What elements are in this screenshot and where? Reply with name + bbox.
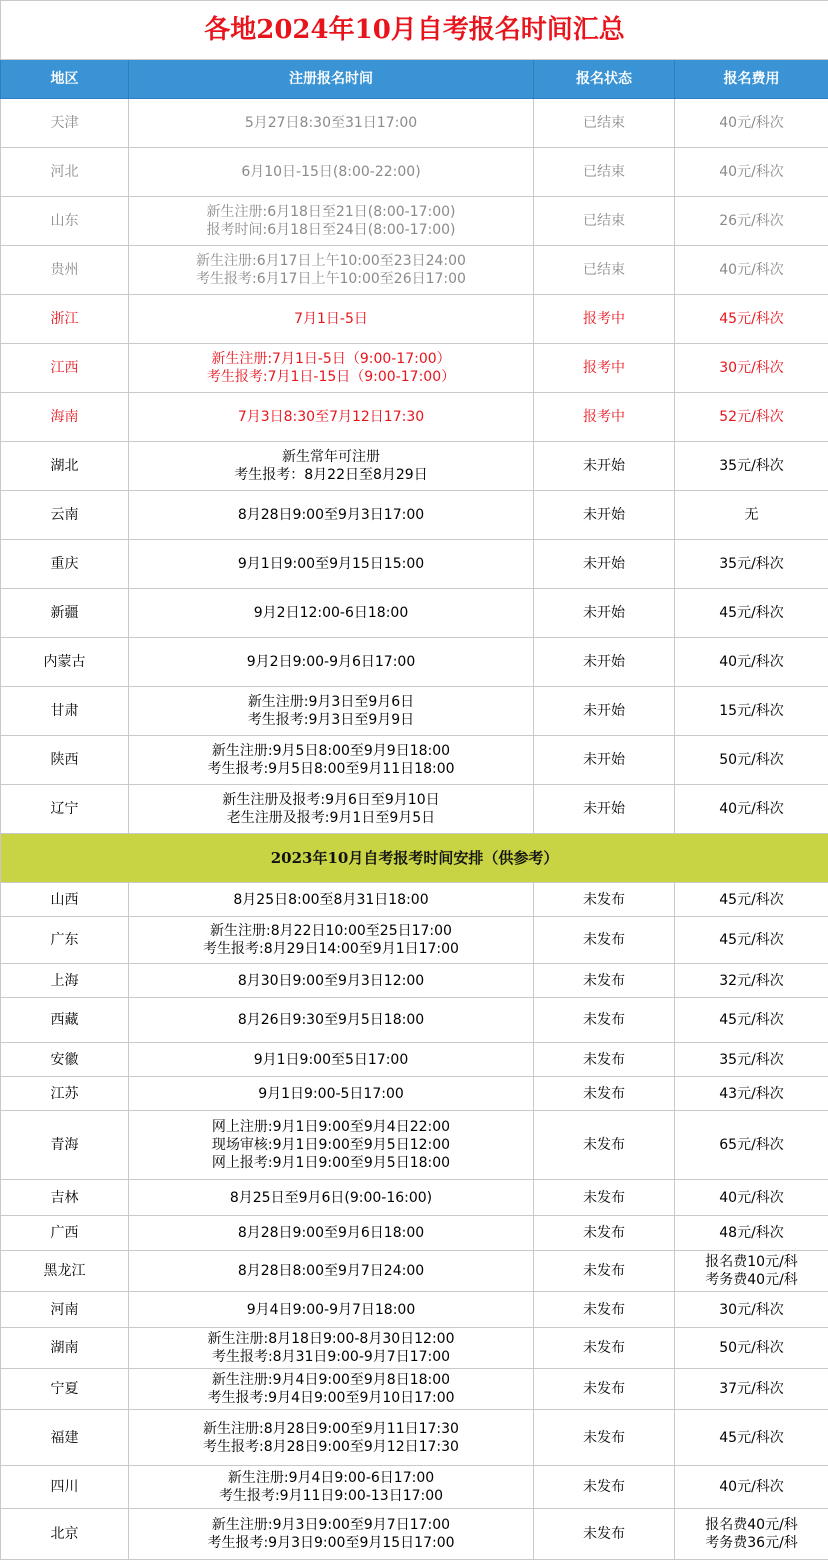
table-row [1, 1328, 828, 1369]
cell-fee: 40元/科次 [675, 99, 828, 148]
cell-status: 未开始 [534, 638, 675, 687]
cell-region: 新疆 [1, 589, 129, 638]
cell-fee: 52元/科次 [675, 393, 828, 442]
cell-time: 8月28日9:00至9月6日18:00 [129, 1216, 534, 1251]
cell-fee: 40元/科次 [675, 246, 828, 295]
cell-fee: 45元/科次 [675, 883, 828, 917]
header-time: 注册报名时间 [129, 60, 534, 99]
table-row [1, 1466, 828, 1509]
cell-status: 未发布 [534, 1466, 675, 1509]
table-row [1, 1292, 828, 1328]
cell-status: 未开始 [534, 540, 675, 589]
cell-time: 新生注册:7月1日-5日（9:00-17:00） 考生报考:7月1日-15日（9:00-17:00） [129, 344, 534, 393]
cell-fee: 40元/科次 [675, 1466, 828, 1509]
cell-status: 未发布 [534, 1509, 675, 1560]
cell-region: 青海 [1, 1111, 129, 1180]
cell-time: 8月28日8:00至9月7日24:00 [129, 1251, 534, 1292]
cell-region: 辽宁 [1, 785, 129, 834]
header-status: 报名状态 [534, 60, 675, 99]
cell-fee: 45元/科次 [675, 1410, 828, 1466]
cell-status: 未发布 [534, 1369, 675, 1410]
table-row [1, 638, 828, 687]
table-row [1, 964, 828, 998]
cell-region: 重庆 [1, 540, 129, 589]
cell-status: 未发布 [534, 1410, 675, 1466]
cell-fee: 37元/科次 [675, 1369, 828, 1410]
cell-time: 9月1日9:00至9月15日15:00 [129, 540, 534, 589]
cell-time: 新生注册:8月22日10:00至25日17:00 考生报考:8月29日14:00至9月1日17:00 [129, 917, 534, 964]
cell-fee: 30元/科次 [675, 344, 828, 393]
cell-region: 江苏 [1, 1077, 129, 1111]
cell-time: 8月28日9:00至9月3日17:00 [129, 491, 534, 540]
table-row [1, 1369, 828, 1410]
table-row [1, 736, 828, 785]
cell-status: 未发布 [534, 1251, 675, 1292]
cell-time: 9月4日9:00-9月7日18:00 [129, 1292, 534, 1328]
header-fee: 报名费用 [675, 60, 828, 99]
cell-time: 新生注册及报考:9月6日至9月10日 老生注册及报考:9月1日至9月5日 [129, 785, 534, 834]
cell-time: 新生注册:6月17日上午10:00至23日24:00 考生报考:6月17日上午10:00至26日17:00 [129, 246, 534, 295]
table-row [1, 589, 828, 638]
cell-time: 8月25日至9月6日(9:00-16:00) [129, 1180, 534, 1216]
cell-region: 西藏 [1, 998, 129, 1043]
cell-region: 安徽 [1, 1043, 129, 1077]
cell-fee: 35元/科次 [675, 540, 828, 589]
table-row [1, 540, 828, 589]
cell-fee: 40元/科次 [675, 148, 828, 197]
cell-time: 8月25日8:00至8月31日18:00 [129, 883, 534, 917]
cell-status: 报考中 [534, 393, 675, 442]
table-row [1, 1111, 828, 1180]
cell-region: 北京 [1, 1509, 129, 1560]
cell-fee: 50元/科次 [675, 1328, 828, 1369]
cell-fee: 40元/科次 [675, 638, 828, 687]
cell-region: 甘肃 [1, 687, 129, 736]
cell-time: 5月27日8:30至31日17:00 [129, 99, 534, 148]
cell-region: 河北 [1, 148, 129, 197]
cell-status: 未发布 [534, 1077, 675, 1111]
cell-fee: 15元/科次 [675, 687, 828, 736]
cell-time: 7月1日-5日 [129, 295, 534, 344]
cell-time: 网上注册:9月1日9:00至9月4日22:00 现场审核:9月1日9:00至9月5日12:00 网上报考:9月1日9:00至9月5日18:00 [129, 1111, 534, 1180]
cell-time: 8月26日9:30至9月5日18:00 [129, 998, 534, 1043]
cell-time: 9月1日9:00至5日17:00 [129, 1043, 534, 1077]
cell-fee: 45元/科次 [675, 917, 828, 964]
table-row [1, 1077, 828, 1111]
table-row [1, 491, 828, 540]
cell-region: 广西 [1, 1216, 129, 1251]
table-row [1, 785, 828, 834]
table-row [1, 1410, 828, 1466]
table-row [1, 1509, 828, 1560]
cell-fee: 26元/科次 [675, 197, 828, 246]
table-row [1, 687, 828, 736]
cell-fee: 32元/科次 [675, 964, 828, 998]
cell-region: 浙江 [1, 295, 129, 344]
cell-fee: 65元/科次 [675, 1111, 828, 1180]
cell-region: 江西 [1, 344, 129, 393]
cell-status: 未发布 [534, 1292, 675, 1328]
cell-region: 海南 [1, 393, 129, 442]
cell-region: 天津 [1, 99, 129, 148]
table-row [1, 344, 828, 393]
cell-time: 新生注册:9月4日9:00至9月8日18:00 考生报考:9月4日9:00至9月10日17:00 [129, 1369, 534, 1410]
cell-fee: 30元/科次 [675, 1292, 828, 1328]
cell-time: 新生注册:9月3日至9月6日 考生报考:9月3日至9月9日 [129, 687, 534, 736]
page-title: 各地2024年10月自考报名时间汇总 [1, 1, 828, 60]
cell-region: 黑龙江 [1, 1251, 129, 1292]
cell-region: 湖北 [1, 442, 129, 491]
table-row [1, 99, 828, 148]
cell-status: 未发布 [534, 964, 675, 998]
cell-status: 未开始 [534, 442, 675, 491]
table-row [1, 393, 828, 442]
cell-status: 未开始 [534, 687, 675, 736]
cell-status: 已结束 [534, 197, 675, 246]
cell-fee: 35元/科次 [675, 442, 828, 491]
cell-region: 山西 [1, 883, 129, 917]
cell-status: 未开始 [534, 491, 675, 540]
header-row [1, 60, 828, 99]
cell-time: 9月2日12:00-6日18:00 [129, 589, 534, 638]
cell-region: 宁夏 [1, 1369, 129, 1410]
table-row [1, 1216, 828, 1251]
cell-region: 四川 [1, 1466, 129, 1509]
cell-time: 新生注册:9月4日9:00-6日17:00 考生报考:9月11日9:00-13日17:00 [129, 1466, 534, 1509]
cell-status: 未发布 [534, 883, 675, 917]
table-row [1, 295, 828, 344]
table-row [1, 148, 828, 197]
section-title: 2023年10月自考报考时间安排（供参考） [1, 834, 828, 883]
cell-time: 7月3日8:30至7月12日17:30 [129, 393, 534, 442]
table-row [1, 246, 828, 295]
cell-status: 未发布 [534, 1111, 675, 1180]
cell-status: 未发布 [534, 1328, 675, 1369]
cell-fee: 43元/科次 [675, 1077, 828, 1111]
cell-time: 新生注册:6月18日至21日(8:00-17:00) 报考时间:6月18日至24日(8:00-17:00) [129, 197, 534, 246]
cell-fee: 报名费40元/科 考务费36元/科 [675, 1509, 828, 1560]
cell-time: 新生常年可注册 考生报考：8月22日至8月29日 [129, 442, 534, 491]
cell-status: 未发布 [534, 998, 675, 1043]
cell-status: 报考中 [534, 344, 675, 393]
cell-status: 未发布 [534, 1180, 675, 1216]
cell-time: 9月1日9:00-5日17:00 [129, 1077, 534, 1111]
header-region: 地区 [1, 60, 129, 99]
cell-fee: 48元/科次 [675, 1216, 828, 1251]
cell-time: 6月10日-15日(8:00-22:00) [129, 148, 534, 197]
cell-region: 贵州 [1, 246, 129, 295]
cell-time: 新生注册:9月5日8:00至9月9日18:00 考生报考:9月5日8:00至9月11日18:00 [129, 736, 534, 785]
cell-status: 已结束 [534, 148, 675, 197]
cell-fee: 50元/科次 [675, 736, 828, 785]
cell-status: 未发布 [534, 917, 675, 964]
table-row [1, 197, 828, 246]
table-row [1, 1043, 828, 1077]
cell-fee: 45元/科次 [675, 998, 828, 1043]
cell-time: 新生注册:8月18日9:00-8月30日12:00 考生报考:8月31日9:00-9月7日17:00 [129, 1328, 534, 1369]
table-row [1, 442, 828, 491]
cell-region: 山东 [1, 197, 129, 246]
table-row [1, 917, 828, 964]
cell-region: 福建 [1, 1410, 129, 1466]
cell-region: 河南 [1, 1292, 129, 1328]
cell-region: 陕西 [1, 736, 129, 785]
cell-region: 内蒙古 [1, 638, 129, 687]
cell-status: 已结束 [534, 246, 675, 295]
table-row [1, 1180, 828, 1216]
cell-fee: 40元/科次 [675, 1180, 828, 1216]
cell-status: 未开始 [534, 736, 675, 785]
cell-fee: 无 [675, 491, 828, 540]
cell-time: 8月30日9:00至9月3日12:00 [129, 964, 534, 998]
cell-status: 已结束 [534, 99, 675, 148]
cell-fee: 40元/科次 [675, 785, 828, 834]
cell-region: 湖南 [1, 1328, 129, 1369]
table-row [1, 883, 828, 917]
cell-region: 吉林 [1, 1180, 129, 1216]
cell-region: 上海 [1, 964, 129, 998]
cell-region: 云南 [1, 491, 129, 540]
cell-region: 广东 [1, 917, 129, 964]
cell-time: 新生注册:9月3日9:00至9月7日17:00 考生报考:9月3日9:00至9月15日17:00 [129, 1509, 534, 1560]
cell-status: 未发布 [534, 1216, 675, 1251]
table-row [1, 1251, 828, 1292]
section-row [1, 834, 828, 883]
cell-fee: 45元/科次 [675, 589, 828, 638]
cell-time: 9月2日9:00-9月6日17:00 [129, 638, 534, 687]
cell-fee: 45元/科次 [675, 295, 828, 344]
cell-status: 未开始 [534, 785, 675, 834]
cell-status: 未开始 [534, 589, 675, 638]
cell-time: 新生注册:8月28日9:00至9月11日17:30 考生报考:8月28日9:00至9月12日17:30 [129, 1410, 534, 1466]
cell-fee: 报名费10元/科 考务费40元/科 [675, 1251, 828, 1292]
cell-fee: 35元/科次 [675, 1043, 828, 1077]
cell-status: 未发布 [534, 1043, 675, 1077]
table-row [1, 998, 828, 1043]
cell-status: 报考中 [534, 295, 675, 344]
